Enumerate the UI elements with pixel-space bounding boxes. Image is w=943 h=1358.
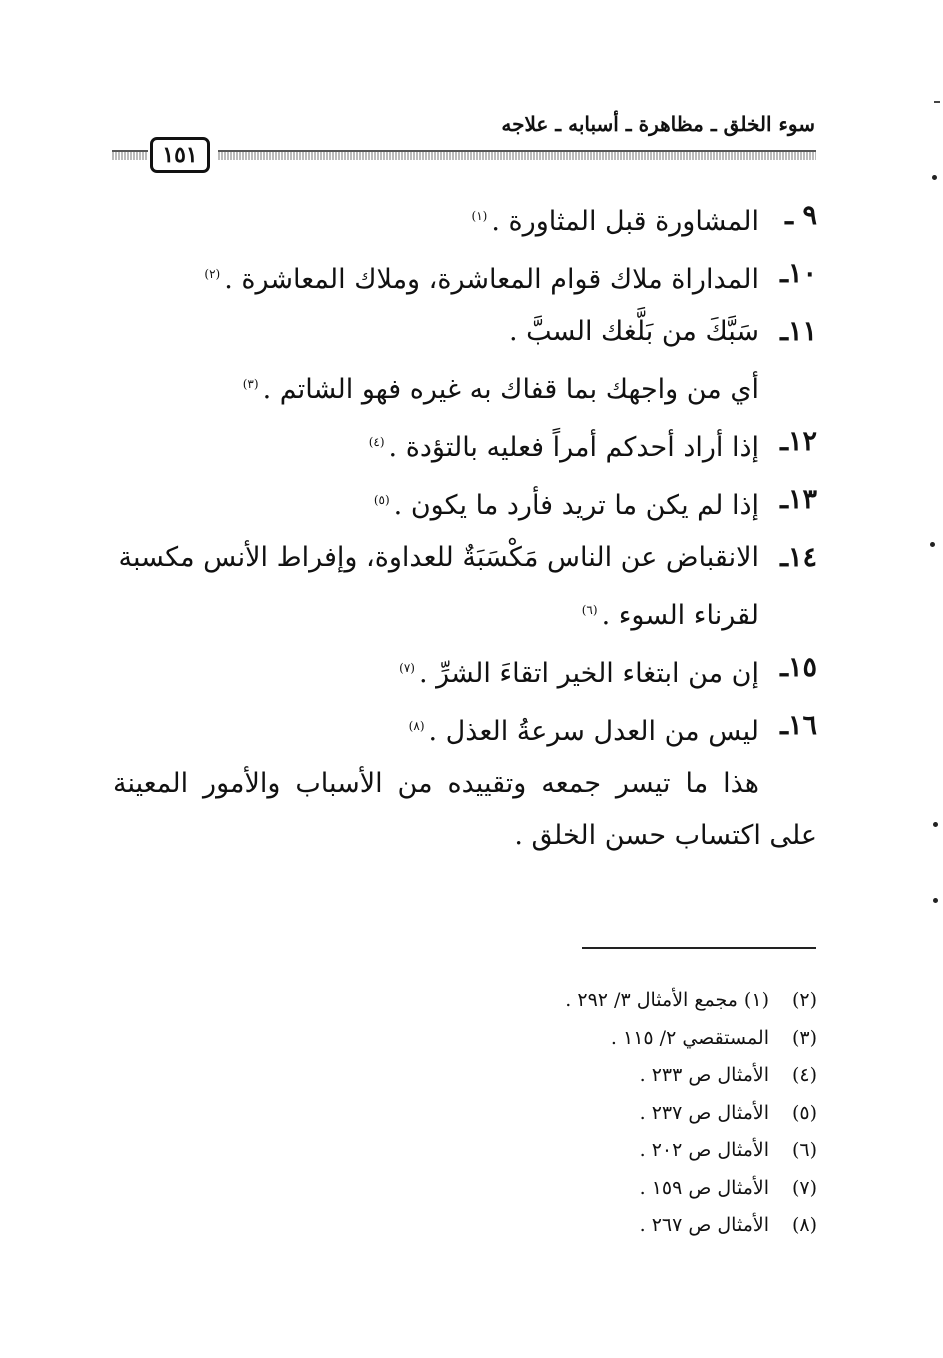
item-text: المداراة ملاك قوام المعاشرة، وملاك المعاشرة .	[224, 264, 759, 295]
item-number: ١٤ـ	[780, 542, 817, 573]
footnote-number: (٢)	[791, 989, 817, 1011]
footnote-number: (٨)	[791, 1214, 817, 1236]
list-item	[113, 642, 817, 700]
footnote-ref: (٤)	[368, 435, 385, 449]
footnote-text: الأمثال ص ٢٠٢ .	[639, 1139, 769, 1161]
item-number: ٩ ـ	[785, 200, 817, 231]
footnote-number: (٤)	[791, 1064, 817, 1086]
footnote-text: المستقصي ٢/ ١١٥ .	[610, 1026, 769, 1049]
footnote	[457, 982, 817, 1020]
item-text: سَبَّكَ من بَلَّغك السبَّ .	[508, 316, 759, 347]
main-text	[113, 190, 817, 862]
footnote	[457, 1132, 817, 1170]
list-item	[113, 306, 817, 358]
footnote-number: (٣)	[791, 1026, 817, 1049]
footnote-text: (١) مجمع الأمثال ٣/ ٢٩٢ .	[565, 989, 769, 1011]
item-number: ١٠ـ	[780, 258, 817, 289]
footnote-number: (٥)	[791, 1101, 817, 1124]
footnote	[457, 1170, 817, 1208]
list-item	[113, 532, 817, 642]
explanation-line	[113, 358, 817, 416]
footnotes	[457, 982, 817, 1245]
scan-speck	[934, 101, 940, 103]
list-item	[113, 248, 817, 306]
item-text: ليس من العدل سرعةُ العذل .	[428, 716, 759, 747]
footnote-ref: (٣)	[242, 377, 259, 391]
footnote	[457, 1057, 817, 1095]
scan-speck	[933, 822, 938, 827]
item-text: إذا لم يكن ما تريد فأرد ما يكون .	[393, 490, 759, 521]
item-text: إذا أراد أحدكم أمراً فعليه بالتؤدة .	[388, 432, 759, 463]
item-text: إن من ابتغاء الخير اتقاءَ الشرِّ .	[418, 658, 759, 689]
footnote-separator	[582, 947, 816, 949]
footnote-text: الأمثال ص ١٥٩ .	[639, 1176, 769, 1199]
item-text: الانقباض عن الناس مَكْسَبَةٌ للعداوة، وإفراط الأنس مكسبة لقرناء السوء .	[118, 542, 759, 631]
footnote	[457, 1207, 817, 1245]
closing-paragraph: هذا ما تيسر جمعه وتقييده من الأسباب والأمور المعينة على اكتساب حسن الخلق .	[113, 768, 817, 851]
explanation-text: أي من واجهك بما قفاك به غيره فهو الشاتم .	[262, 374, 759, 405]
footnote	[457, 1020, 817, 1058]
list-item	[113, 416, 817, 474]
item-number: ١٣ـ	[780, 484, 817, 515]
item-number: ١١ـ	[780, 316, 817, 347]
scan-speck	[930, 542, 935, 547]
item-text: المشاورة قبل المثاورة .	[491, 206, 759, 237]
item-number: ١٥ـ	[780, 652, 817, 683]
footnote-number: (٧)	[791, 1176, 817, 1199]
page-header	[0, 0, 943, 200]
header-rule-left	[112, 150, 148, 160]
page-number: ١٥١	[150, 137, 210, 173]
footnote-ref: (٨)	[408, 719, 425, 733]
footnote-text: الأمثال ص ٢٣٧ .	[639, 1101, 769, 1124]
list-item	[113, 700, 817, 758]
footnote-text: الأمثال ص ٢٣٣ .	[639, 1064, 769, 1086]
scan-speck	[933, 898, 938, 903]
scan-speck	[932, 175, 937, 180]
footnote	[457, 1095, 817, 1133]
list-item	[113, 474, 817, 532]
footnote-ref: (٢)	[204, 267, 221, 281]
footnote-number: (٦)	[791, 1139, 817, 1161]
running-title: سوء الخلق ـ مظاهرة ـ أسبابه ـ علاجه	[501, 112, 815, 136]
footnote-ref: (٧)	[399, 661, 415, 675]
header-rule-right	[218, 150, 816, 160]
list-item	[113, 190, 817, 248]
footnote-ref: (٥)	[373, 493, 390, 507]
footnote-text: الأمثال ص ٢٦٧ .	[639, 1214, 769, 1236]
item-number: ١٢ـ	[780, 426, 817, 457]
footnote-ref: (١)	[471, 209, 488, 223]
item-number: ١٦ـ	[780, 710, 817, 741]
footnote-ref: (٦)	[581, 603, 598, 617]
